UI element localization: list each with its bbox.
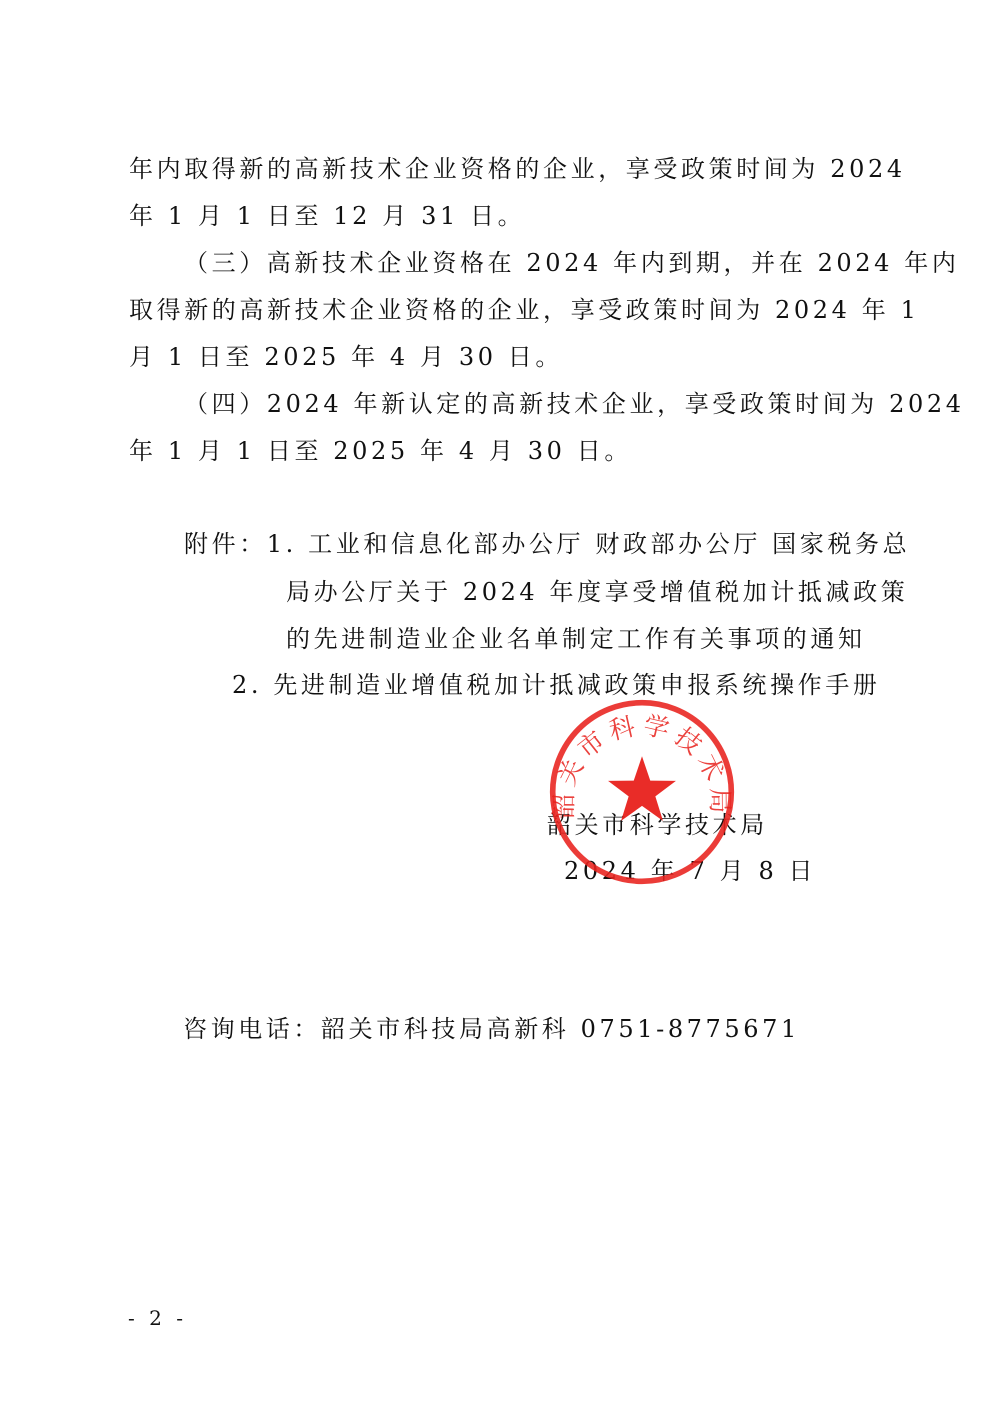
attachment-line: 附件：1. 工业和信息化部办公厅 财政部办公厅 国家税务总	[184, 530, 911, 558]
issue-date: 2024 年 7 月 8 日	[564, 857, 817, 885]
paragraph-line: 月 1 日至 2025 年 4 月 30 日。	[129, 343, 563, 371]
paragraph-line: 取得新的高新技术企业资格的企业，享受政策时间为 2024 年 1	[129, 296, 920, 324]
star-icon	[608, 756, 676, 821]
official-seal	[548, 698, 736, 886]
page-number: - 2 -	[128, 1306, 187, 1330]
paragraph-line: 年 1 月 1 日至 2025 年 4 月 30 日。	[129, 437, 632, 465]
contact-line: 咨询电话：韶关市科技局高新科 0751-8775671	[183, 1015, 800, 1043]
attachment-line: 局办公厅关于 2024 年度享受增值税加计抵减政策	[286, 578, 909, 606]
paragraph-line: （三）高新技术企业资格在 2024 年内到期，并在 2024 年内	[184, 249, 960, 277]
paragraph-line: 年 1 月 1 日至 12 月 31 日。	[129, 202, 526, 230]
attachment-line: 2. 先进制造业增值税加计抵减政策申报系统操作手册	[232, 671, 881, 699]
issuer-name: 韶关市科学技术局	[547, 811, 768, 839]
seal-text: 韶关市科学技术局	[548, 709, 736, 820]
paragraph-line: （四）2024 年新认定的高新技术企业，享受政策时间为 2024	[184, 390, 965, 418]
paragraph-line: 年内取得新的高新技术企业资格的企业，享受政策时间为 2024	[129, 155, 906, 183]
attachment-line: 的先进制造业企业名单制定工作有关事项的通知	[286, 625, 866, 653]
